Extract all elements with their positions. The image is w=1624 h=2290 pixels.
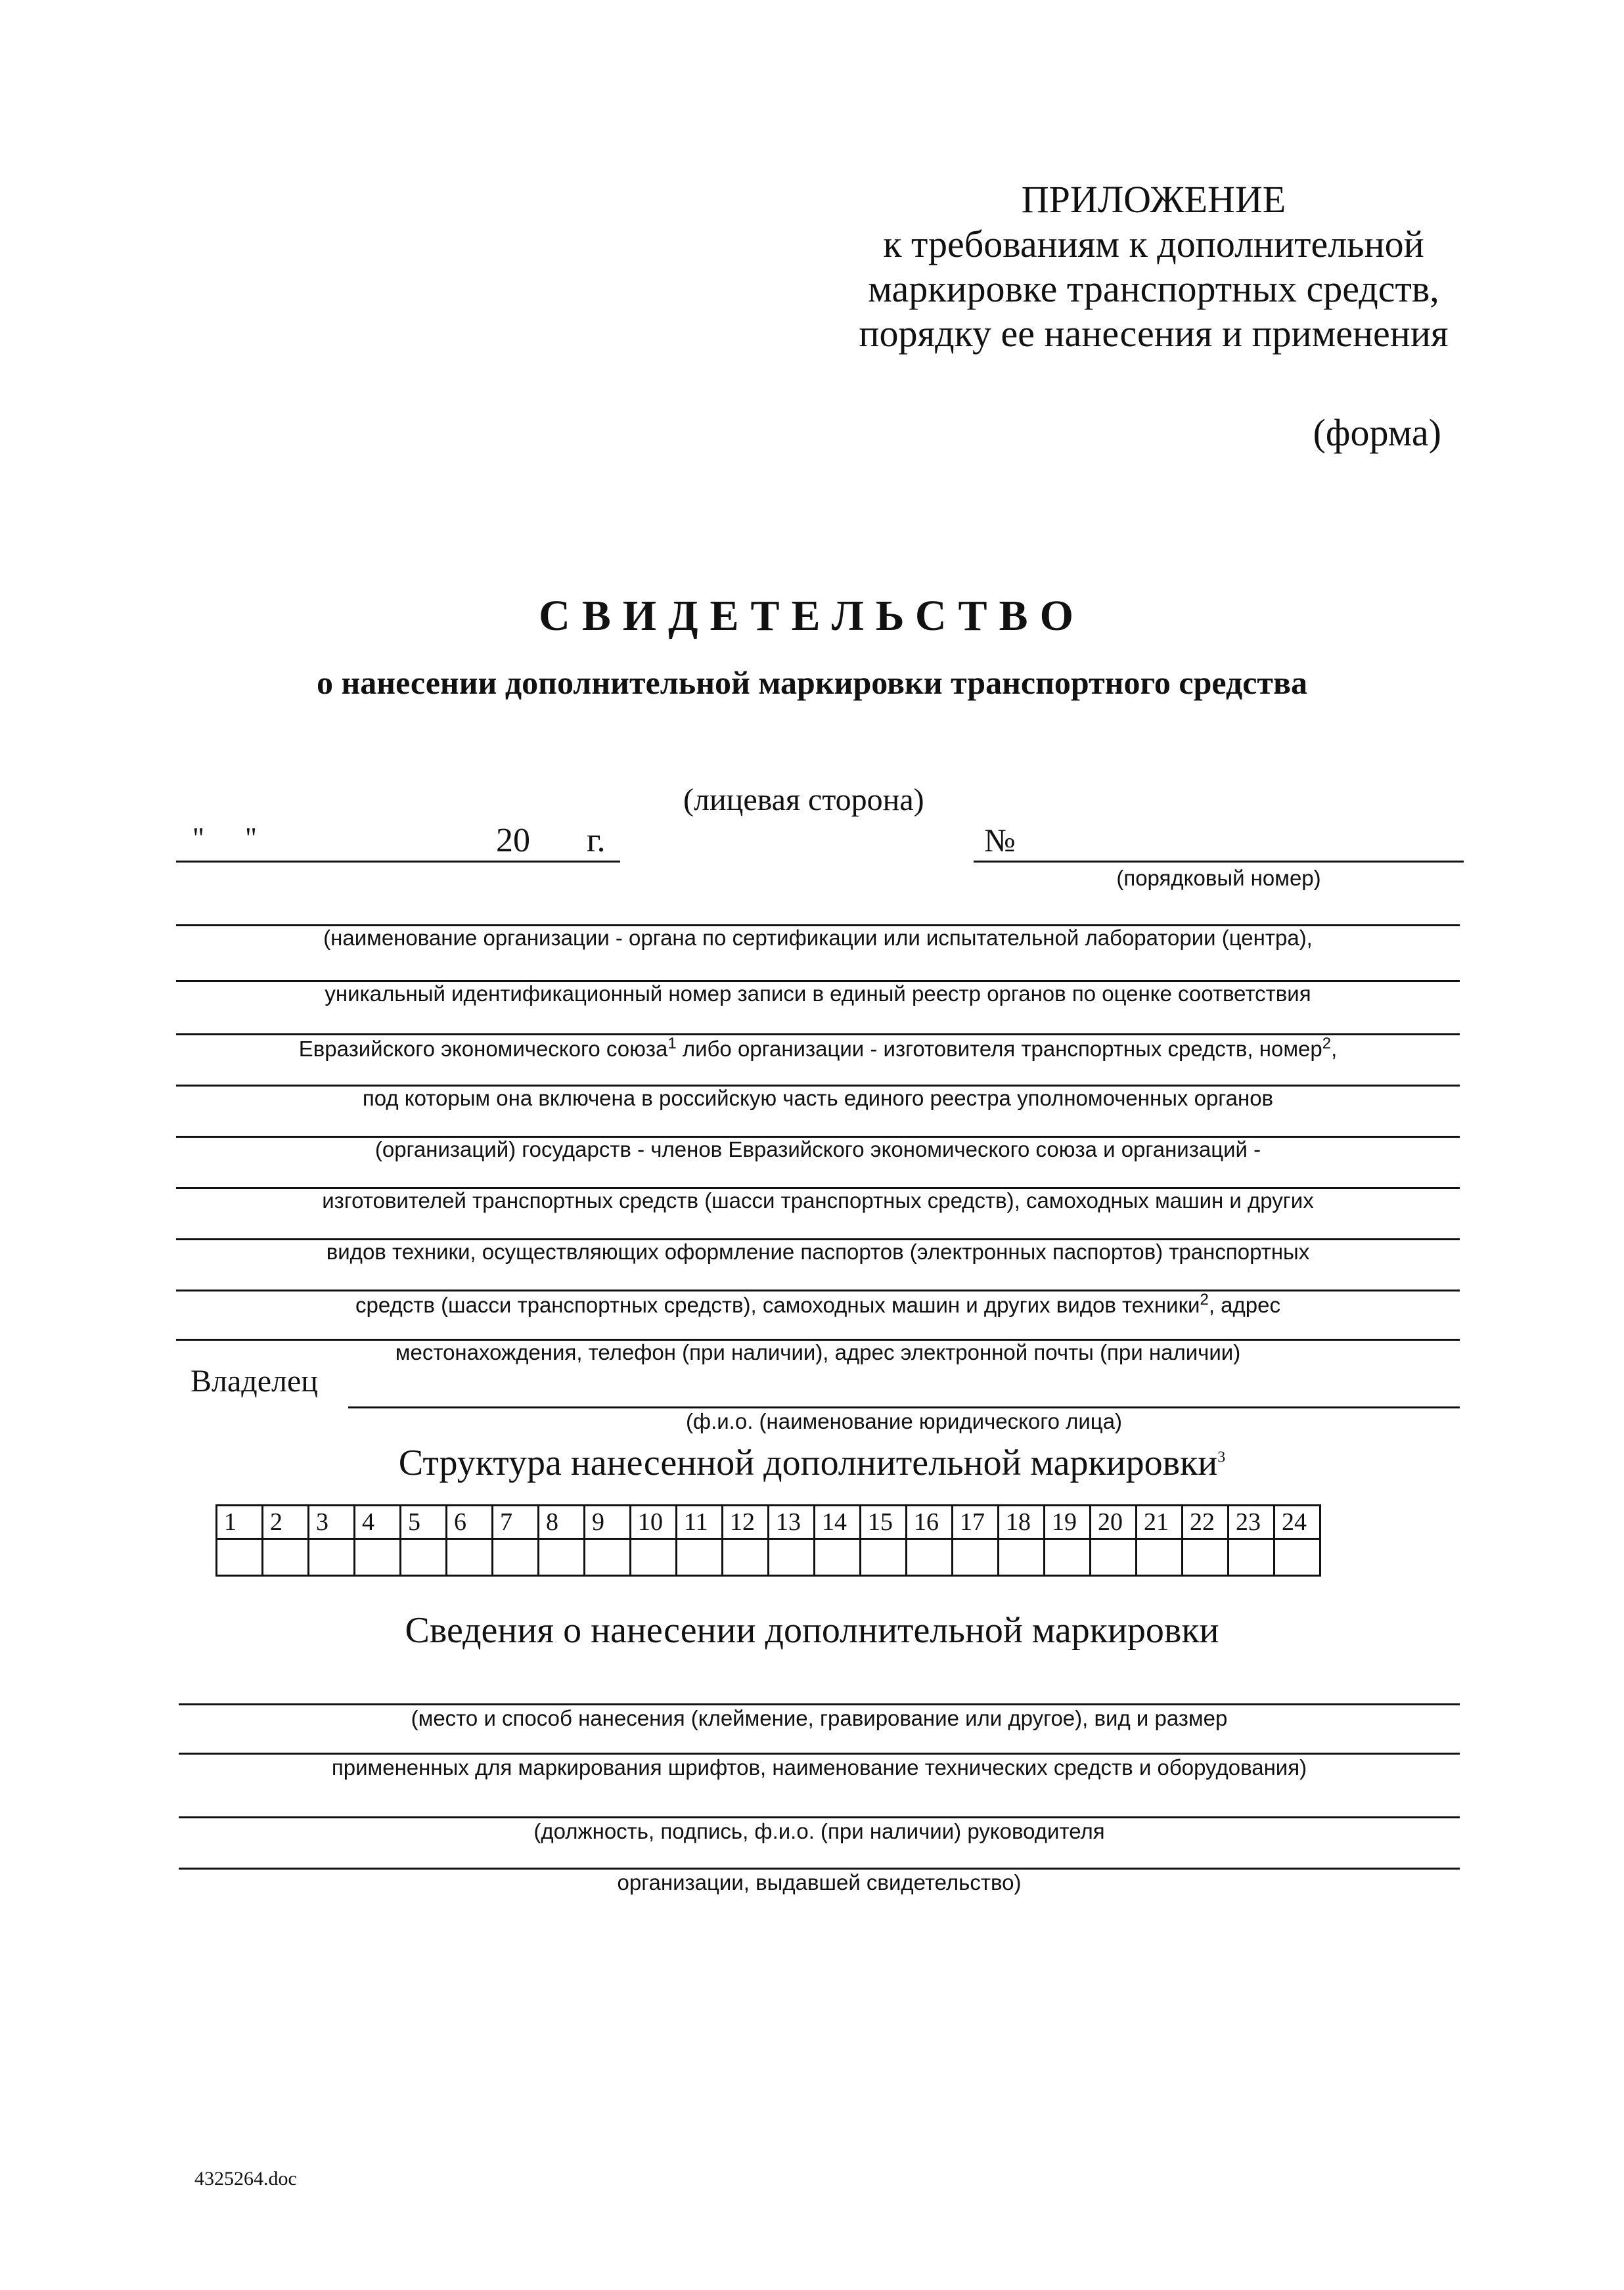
marking-index-cell: 24 bbox=[1274, 1506, 1320, 1539]
marking-value-cell[interactable] bbox=[1274, 1539, 1320, 1576]
marking-value-cell[interactable] bbox=[999, 1539, 1045, 1576]
signature-caption-1: (должность, подпись, ф.и.о. (при наличии) руководителя bbox=[533, 1819, 1105, 1843]
org-caption-3: Евразийского экономического союза$^1$ либо организации - изготовителя транспортных средств, номер$^2$, bbox=[298, 1035, 1338, 1061]
date-line bbox=[176, 861, 620, 863]
info-line-1 bbox=[179, 1703, 1460, 1705]
annex-line-1: к требованиям к дополнительной bbox=[883, 223, 1424, 265]
marking-index-cell: 6 bbox=[447, 1506, 493, 1539]
org-caption-1: (наименование организации - органа по сертификации или испытательной лаборатории (центра), bbox=[323, 926, 1313, 950]
marking-value-cell[interactable] bbox=[217, 1539, 263, 1576]
marking-index-cell: 18 bbox=[999, 1506, 1045, 1539]
marking-value-cell[interactable] bbox=[447, 1539, 493, 1576]
info-caption-2: примененных для маркирования шрифтов, наименование технических средств и оборудования) bbox=[331, 1755, 1307, 1780]
org-caption-7: видов техники, осуществляющих оформление паспортов (электронных паспортов) транспортных bbox=[326, 1240, 1310, 1264]
marking-index-cell: 16 bbox=[907, 1506, 953, 1539]
owner-label: Владелец bbox=[191, 1364, 318, 1399]
marking-index-cell: 13 bbox=[769, 1506, 815, 1539]
marking-value-cell[interactable] bbox=[769, 1539, 815, 1576]
marking-index-cell: 11 bbox=[677, 1506, 723, 1539]
marking-index-cell: 17 bbox=[953, 1506, 999, 1539]
marking-value-cell[interactable] bbox=[723, 1539, 769, 1576]
marking-value-cell[interactable] bbox=[953, 1539, 999, 1576]
date-quote-close: " bbox=[245, 822, 257, 854]
marking-index-cell: 23 bbox=[1229, 1506, 1274, 1539]
marking-index-cell: 14 bbox=[815, 1506, 861, 1539]
signature-line-1 bbox=[179, 1816, 1460, 1818]
marking-value-row bbox=[217, 1539, 1320, 1576]
marking-value-cell[interactable] bbox=[677, 1539, 723, 1576]
signature-line-2 bbox=[179, 1868, 1460, 1870]
marking-index-row bbox=[217, 1506, 1320, 1539]
info-caption-1: (место и способ нанесения (клеймение, гравирование или другое), вид и размер bbox=[411, 1706, 1228, 1730]
marking-value-cell[interactable] bbox=[263, 1539, 309, 1576]
marking-value-cell[interactable] bbox=[1229, 1539, 1274, 1576]
org-caption-8 bbox=[176, 1291, 1460, 1318]
marking-index-cell: 2 bbox=[263, 1506, 309, 1539]
marking-index-cell: 21 bbox=[1137, 1506, 1183, 1539]
structure-title bbox=[0, 1442, 1624, 1484]
owner-line bbox=[348, 1406, 1460, 1408]
number-line bbox=[974, 861, 1464, 863]
date-year-suffix: г. bbox=[587, 822, 606, 859]
info-line-2 bbox=[179, 1753, 1460, 1755]
marking-value-cell[interactable] bbox=[1137, 1539, 1183, 1576]
marking-value-cell[interactable] bbox=[355, 1539, 401, 1576]
marking-value-cell[interactable] bbox=[631, 1539, 677, 1576]
annex-line-3: порядку ее нанесения и применения bbox=[859, 312, 1449, 355]
form-label: (форма) bbox=[1313, 411, 1441, 454]
side-label: (лицевая сторона) bbox=[683, 782, 924, 817]
footnote-ref-2b: 2 bbox=[1200, 1291, 1209, 1309]
marking-value-cell[interactable] bbox=[815, 1539, 861, 1576]
marking-value-cell[interactable] bbox=[539, 1539, 585, 1576]
info-title: Сведения о нанесении дополнительной маркировки bbox=[405, 1610, 1219, 1651]
marking-index-cell: 20 bbox=[1091, 1506, 1137, 1539]
marking-index-cell: 19 bbox=[1045, 1506, 1091, 1539]
marking-value-cell[interactable] bbox=[1091, 1539, 1137, 1576]
number-caption: (порядковый номер) bbox=[1116, 866, 1321, 890]
marking-value-cell[interactable] bbox=[861, 1539, 907, 1576]
org-caption-8a: средств (шасси транспортных средств), самоходных машин и других видов техники bbox=[355, 1293, 1200, 1317]
org-caption-9: местонахождения, телефон (при наличии), адрес электронной почты (при наличии) bbox=[395, 1340, 1241, 1364]
structure-title-text: Структура нанесенной дополнительной маркировки bbox=[398, 1443, 1218, 1483]
marking-index-cell: 9 bbox=[585, 1506, 631, 1539]
number-sign: № bbox=[984, 822, 1016, 859]
signature-caption-2: организации, выдавшей свидетельство) bbox=[617, 1870, 1022, 1895]
date-year-prefix: 20 bbox=[496, 822, 530, 859]
marking-index-cell: 3 bbox=[309, 1506, 355, 1539]
footnote-ref-2a: 2 bbox=[1322, 1035, 1332, 1052]
org-caption-6: изготовителей транспортных средств (шасси транспортных средств), самоходных машин и других bbox=[322, 1188, 1314, 1213]
file-name: 4325264.doc bbox=[194, 2168, 297, 2189]
marking-index-cell: 12 bbox=[723, 1506, 769, 1539]
marking-value-cell[interactable] bbox=[907, 1539, 953, 1576]
marking-value-cell[interactable] bbox=[1045, 1539, 1091, 1576]
marking-value-cell[interactable] bbox=[309, 1539, 355, 1576]
marking-index-cell: 8 bbox=[539, 1506, 585, 1539]
marking-index-cell: 10 bbox=[631, 1506, 677, 1539]
org-caption-8b: , адрес bbox=[1208, 1293, 1280, 1317]
document-title: СВИДЕТЕЛЬСТВО bbox=[539, 592, 1085, 640]
document-subtitle: о нанесении дополнительной маркировки транспортного средства bbox=[317, 664, 1307, 701]
org-caption-3b: либо организации - изготовителя транспортных средств, номер bbox=[676, 1037, 1322, 1061]
marking-value-cell[interactable] bbox=[401, 1539, 447, 1576]
date-quote-open: " bbox=[192, 822, 204, 854]
marking-index-cell: 22 bbox=[1183, 1506, 1229, 1539]
annex-line-2: маркировке транспортных средств, bbox=[868, 267, 1439, 310]
annex-title: ПРИЛОЖЕНИЕ bbox=[1021, 178, 1286, 221]
footnote-ref-1: 1 bbox=[667, 1035, 677, 1052]
org-caption-2: уникальный идентификационный номер записи в единый реестр органов по оценке соответствия bbox=[325, 981, 1311, 1006]
marking-structure-table bbox=[215, 1504, 1321, 1577]
org-caption-3a: Евразийского экономического союза bbox=[298, 1037, 668, 1061]
marking-index-cell: 4 bbox=[355, 1506, 401, 1539]
marking-value-cell[interactable] bbox=[1183, 1539, 1229, 1576]
marking-value-cell[interactable] bbox=[585, 1539, 631, 1576]
marking-index-cell: 7 bbox=[493, 1506, 539, 1539]
marking-index-cell: 1 bbox=[217, 1506, 263, 1539]
footnote-ref-3: 3 bbox=[1217, 1448, 1226, 1466]
owner-caption: (ф.и.о. (наименование юридического лица) bbox=[685, 1409, 1123, 1433]
marking-index-cell: 5 bbox=[401, 1506, 447, 1539]
marking-value-cell[interactable] bbox=[493, 1539, 539, 1576]
marking-index-cell: 15 bbox=[861, 1506, 907, 1539]
org-caption-4: под которым она включена в российскую часть единого реестра уполномоченных органов bbox=[362, 1086, 1274, 1110]
org-caption-5: (организаций) государств - членов Евразийского экономического союза и организаций - bbox=[374, 1137, 1261, 1161]
